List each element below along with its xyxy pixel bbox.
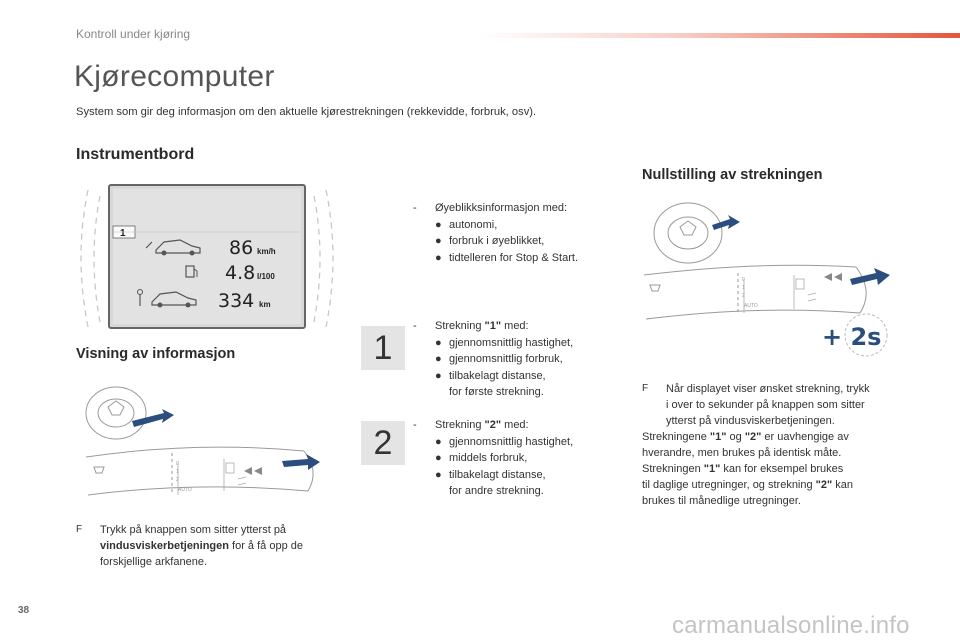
display-trip-index: 1 <box>120 228 126 239</box>
heading-visning: Visning av informasjon <box>76 346 236 362</box>
display-consumption-value: 4.8 <box>225 262 256 284</box>
instant-info-lead: Øyeblikksinformasjon med: <box>435 202 568 214</box>
list-item: ● forbruk i øyeblikket, <box>435 235 545 247</box>
visning-note: F Trykk på knappen som sitter ytterst på vindusviskerbetjeningen for å få opp de forskjellige arkfanene. <box>76 524 303 568</box>
list-item: ● gjennomsnittlig forbruk, <box>435 353 563 365</box>
trip-2-list: - Strekning "2" med: ● gjennomsnittlig hastighet, ● middels forbruk, ● tilbakelagt distanse, for andre strekning. <box>413 419 574 497</box>
trip-2-badge: 2 <box>361 421 405 465</box>
svg-text:1: 1 <box>176 469 179 475</box>
list-item: ● tilbakelagt distanse, <box>435 369 546 382</box>
svg-text:1: 1 <box>742 285 745 291</box>
wiper-stalk-illustration <box>76 383 338 513</box>
display-distance-unit: km <box>259 300 271 309</box>
trip-1-list: - Strekning "1" med: ● gjennomsnittlig hastighet, ● gjennomsnittlig forbruk, ● tilbakelagt distanse, for første strekning. <box>413 320 574 398</box>
list-item: ● tidtelleren for Stop & Start. <box>435 251 579 264</box>
pointer-arrow <box>712 215 740 230</box>
header-section-title: Kontroll under kjøring <box>76 27 191 41</box>
page-number: 38 <box>18 605 30 616</box>
display-speed-unit: km/h <box>257 247 276 256</box>
nullstilling-note: F Når displayet viser ønsket strekning, trykk i over to sekunder på knappen som sitter ytterst på vindusviskerbetjeningen. Strekningene "1" og "2" er uavhengige av hverandre, men brukes på identisk måte. Strekningen "1" kan for eksempel brukes til daglige utregninger, og strekning "2" kan brukes til månedlige utregninger. <box>642 383 870 507</box>
list-item: ● autonomi, <box>435 218 498 231</box>
display-consumption-unit: l/100 <box>257 272 275 281</box>
display-speed-value: 86 <box>229 237 254 259</box>
display-distance-value: 334 <box>218 290 255 312</box>
intro-text: System som gir deg informasjon om den aktuelle kjørestrekningen (rekkevidde, forbruk, osv). <box>76 106 537 118</box>
pointer-arrow <box>850 268 890 285</box>
pointer-arrow <box>282 454 320 470</box>
reset-hold-badge: + 2s <box>822 323 882 351</box>
svg-text:2: 2 <box>742 293 745 299</box>
list-item: ● gjennomsnittlig hastighet, <box>435 435 574 448</box>
trip-1-badge: 1 <box>361 326 405 370</box>
instrument-cluster-illustration <box>76 182 338 332</box>
header-accent-bar <box>480 33 960 38</box>
page-title: Kjørecomputer <box>74 60 275 93</box>
reset-stalk-illustration <box>640 195 902 375</box>
pointer-arrow <box>132 409 174 427</box>
svg-text:2: 2 <box>176 477 179 483</box>
list-item: ● gjennomsnittlig hastighet, <box>435 336 574 349</box>
list-item: ● tilbakelagt distanse, <box>435 468 546 481</box>
svg-text:AUTO: AUTO <box>178 487 192 493</box>
heading-nullstilling: Nullstilling av strekningen <box>642 167 823 183</box>
watermark: carmanualsonline.info <box>672 612 910 639</box>
svg-text:0: 0 <box>176 461 179 467</box>
heading-instrumentbord: Instrumentbord <box>76 146 195 163</box>
instant-info-list: - Øyeblikksinformasjon med: ● autonomi, ● forbruk i øyeblikket, ● tidtelleren for Stop & Start. <box>413 200 578 266</box>
svg-text:0: 0 <box>742 277 745 283</box>
svg-text:AUTO: AUTO <box>744 303 758 309</box>
list-item: ● middels forbruk, <box>435 452 528 464</box>
